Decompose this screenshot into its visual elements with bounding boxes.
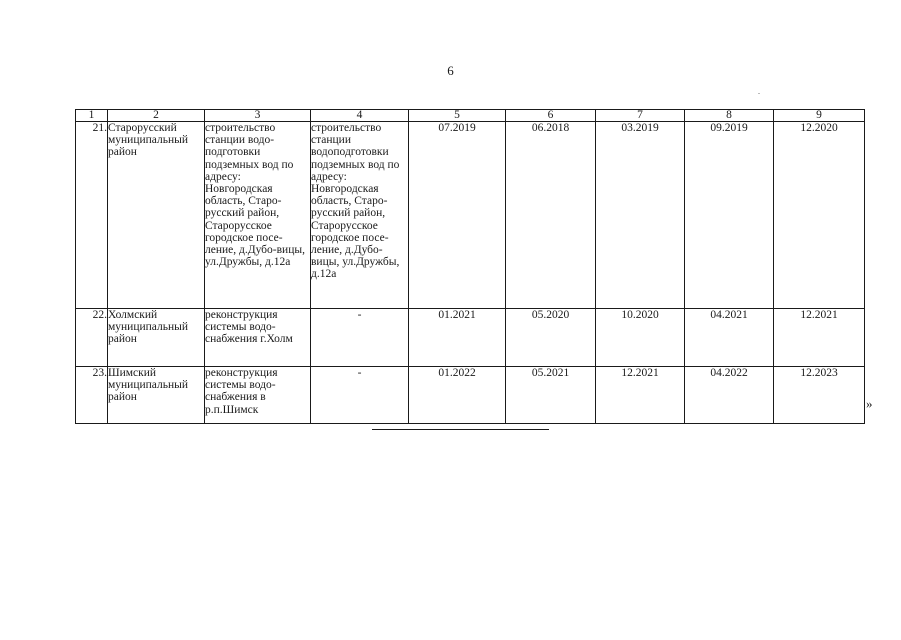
date-col8: 04.2021 [685,309,774,367]
date-col9: 12.2020 [774,122,865,309]
column-header: 1 [76,110,108,122]
table-row [76,309,865,367]
date-col5: 07.2019 [409,122,506,309]
district-name: Старорусский муниципальный район [108,122,205,309]
date-col5: 01.2022 [409,367,506,424]
page-number: 6 [447,63,454,78]
date-col6: 05.2021 [506,367,596,424]
date-col7: 03.2019 [596,122,685,309]
column-number-row [76,110,865,122]
closing-quote: » [866,396,873,411]
column-header: 3 [205,110,311,122]
column-header: 9 [774,110,865,122]
row-number: 22. [76,309,108,367]
column-header: 6 [506,110,596,122]
table-row [76,367,865,424]
date-col5: 01.2021 [409,309,506,367]
table-row [76,122,865,309]
column-header: 2 [108,110,205,122]
date-col7: 12.2021 [596,367,685,424]
date-col9: 12.2021 [774,309,865,367]
object-description: реконструкция системы водо-снабжения г.Холм [205,309,311,367]
date-col6: 06.2018 [506,122,596,309]
column-header: 7 [596,110,685,122]
column-header: 8 [685,110,774,122]
date-col6: 05.2020 [506,309,596,367]
row-number: 23. [76,367,108,424]
end-separator-line [372,429,549,430]
column-header: 5 [409,110,506,122]
date-col9: 12.2023 [774,367,865,424]
district-name: Холмский муниципальный район [108,309,205,367]
date-col7: 10.2020 [596,309,685,367]
object-description-col4: - [311,367,409,424]
object-description: реконструкция системы водо-снабжения в р.п.Шимск [205,367,311,424]
district-name: Шимский муниципальный район [108,367,205,424]
object-description-col4: - [311,309,409,367]
date-col8: 09.2019 [685,122,774,309]
row-number: 21. [76,122,108,309]
scan-speck [758,93,760,94]
schedule-table [75,109,865,424]
column-header: 4 [311,110,409,122]
object-description: строительство станции водо-подготовки подземных вод по адресу: Новгородская область, Старо-русский район, Старорусское городское посе-ление, д.Дубо-вицы, ул.Дружбы, д.12а [205,122,311,309]
object-description-col4: строительство станции водоподготовки подземных вод по адресу: Новгородская область, Старо-русский район, Старорусское городское посе-ление, д.Дубо-вицы, ул.Дружбы, д.12а [311,122,409,309]
date-col8: 04.2022 [685,367,774,424]
